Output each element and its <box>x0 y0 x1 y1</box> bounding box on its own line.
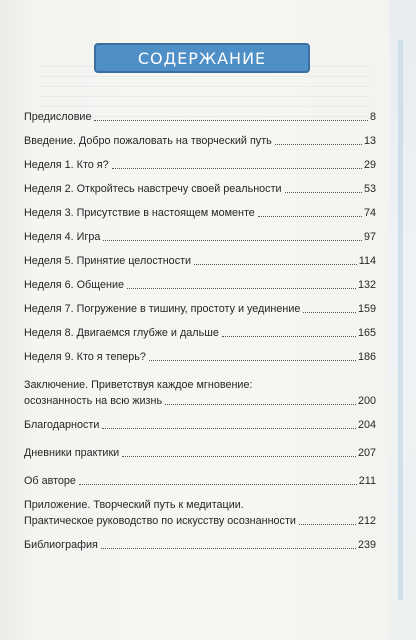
toc-entry-page: 132 <box>357 279 376 291</box>
toc-entry-page: 8 <box>369 111 376 123</box>
toc-entry-title: Об авторе <box>24 475 76 487</box>
toc-entry-title: Неделя 3. Присутствие в настоящем моменте <box>24 207 255 219</box>
contents-title-banner <box>94 43 310 73</box>
toc-entry-title: Неделя 1. Кто я? <box>24 159 109 171</box>
toc-entry-page: 211 <box>358 475 376 487</box>
toc-entry-page: 212 <box>357 515 376 527</box>
dot-leader <box>112 167 362 169</box>
toc-entry-page: 114 <box>358 255 376 267</box>
toc-entry-title: Неделя 2. Откройтесь навстречу своей реальности <box>24 183 282 195</box>
toc-entry-conclusion <box>24 377 376 409</box>
toc-entry-preface <box>24 109 376 125</box>
toc-entry-title-line: Заключение. Приветствуя каждое мгновение: <box>24 379 253 391</box>
toc-entry-page: 29 <box>363 159 376 171</box>
toc-entry-about-author <box>24 473 376 489</box>
toc-entry-week-6 <box>24 277 376 293</box>
toc-entry-week-9 <box>24 349 376 365</box>
dot-leader <box>165 403 356 405</box>
toc-entry-page: 13 <box>363 135 376 147</box>
toc-entry-appendix <box>24 497 376 529</box>
dot-leader <box>275 143 362 145</box>
toc-entry-page: 159 <box>357 303 376 315</box>
dot-leader <box>258 215 362 217</box>
toc-entry-title: Неделя 8. Двигаемся глубже и дальше <box>24 327 219 339</box>
toc-entry-week-3 <box>24 205 376 221</box>
toc-entry-title: Неделя 4. Игра <box>24 231 101 243</box>
toc-entry-title-line: осознанность на всю жизнь <box>24 395 163 407</box>
toc-entry-page: 97 <box>363 231 376 243</box>
toc-entry-week-4 <box>24 229 376 245</box>
toc-entry-title: Благодарности <box>24 419 100 431</box>
toc-entry-title: Дневники практики <box>24 447 120 459</box>
toc-entry-page: 200 <box>357 395 376 407</box>
dot-leader <box>127 287 356 289</box>
toc-entry-week-8 <box>24 325 376 341</box>
toc-entry-page: 74 <box>363 207 376 219</box>
contents-title: СОДЕРЖАНИЕ <box>137 48 267 68</box>
dot-leader <box>122 455 356 457</box>
toc-entry-page: 239 <box>357 539 376 551</box>
toc-entry-title-line: Практическое руководство по искусству осознанности <box>24 515 296 527</box>
toc-entry-title: Неделя 7. Погружение в тишину, простоту и уединение <box>24 303 301 315</box>
dot-leader <box>79 483 357 485</box>
toc-entry-title: Предисловие <box>24 111 92 123</box>
toc-entry-page: 53 <box>363 183 376 195</box>
dot-leader <box>299 523 356 525</box>
toc-entry-page: 165 <box>357 327 376 339</box>
page-edge-stripe <box>398 40 403 600</box>
dot-leader <box>194 263 357 265</box>
toc-entry-page: 207 <box>357 447 376 459</box>
dot-leader <box>222 335 356 337</box>
toc-entry-title: Неделя 9. Кто я теперь? <box>24 351 146 363</box>
toc-entry-title: Неделя 5. Принятие целостности <box>24 255 192 267</box>
dot-leader <box>303 311 356 313</box>
toc-entry-acknowledgements <box>24 417 376 433</box>
toc-entry-week-7 <box>24 301 376 317</box>
toc-entry-title: Введение. Добро пожаловать на творческий путь <box>24 135 272 147</box>
dot-leader <box>103 239 362 241</box>
toc-entry-week-1 <box>24 157 376 173</box>
dot-leader <box>285 191 362 193</box>
page-edge-strip <box>390 0 416 640</box>
toc-entry-bibliography <box>24 537 376 553</box>
toc-entry-title: Библиография <box>24 539 98 551</box>
toc-entry-title: Неделя 6. Общение <box>24 279 125 291</box>
toc-entry-page: 204 <box>357 419 376 431</box>
toc-entry-week-5 <box>24 253 376 269</box>
dot-leader <box>102 427 356 429</box>
toc-entry-introduction <box>24 133 376 149</box>
dot-leader <box>94 119 368 121</box>
toc-entry-title-line: Приложение. Творческий путь к медитации. <box>24 499 244 511</box>
dot-leader <box>101 547 356 549</box>
toc-entry-week-2 <box>24 181 376 197</box>
toc-entry-page: 186 <box>357 351 376 363</box>
toc-entry-practice-journals <box>24 445 376 461</box>
dot-leader <box>149 359 356 361</box>
